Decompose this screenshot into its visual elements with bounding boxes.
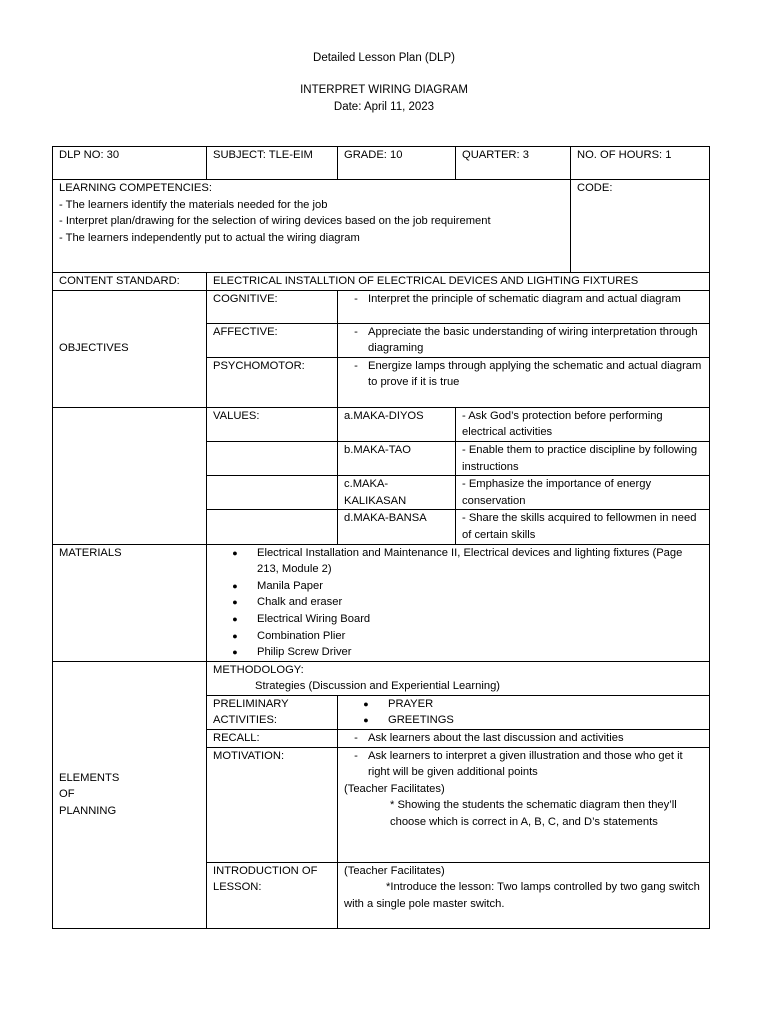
- competency-item: - The learners identify the materials needed for the job: [59, 198, 328, 211]
- list-item: ● Combination Plier: [213, 628, 703, 645]
- list-item: ● Electrical Wiring Board: [213, 611, 703, 628]
- motivation-cell: [338, 747, 710, 862]
- preliminary-list: [344, 696, 703, 729]
- motivation-detail: * Showing the students the schematic diagram then they’ll choose which is correct in A, B, C, and D’s statements: [390, 799, 677, 829]
- recall-label: RECALL:: [207, 730, 338, 748]
- bullet-icon: ●: [363, 698, 369, 709]
- list-item: ● Electrical Installation and Maintenance II, Electrical devices and lighting fixtures (Page 213, Module 2): [213, 545, 703, 578]
- grade: GRADE: 10: [338, 147, 456, 180]
- introduction-cell: [338, 862, 710, 928]
- content-standard-label: CONTENT STANDARD:: [53, 273, 207, 291]
- psychomotor-text: [338, 357, 710, 407]
- affective-description: Appreciate the basic understanding of wiring interpretation through diagraming: [368, 325, 698, 355]
- values-row: [53, 407, 710, 441]
- materials-row: [53, 544, 710, 661]
- list-item: ● Manila Paper: [213, 578, 703, 595]
- value-text: - Enable them to practice discipline by following instructions: [456, 441, 710, 475]
- values-empty: [207, 476, 338, 510]
- competency-item: - The learners independently put to actual the wiring diagram: [59, 231, 360, 244]
- objectives-label: OBJECTIVES: [53, 290, 207, 407]
- dash-marker: -: [354, 325, 358, 338]
- affective-label: AFFECTIVE:: [207, 323, 338, 357]
- bullet-icon: ●: [232, 547, 238, 558]
- quarter: QUARTER: 3: [456, 147, 571, 180]
- recall-text: Ask learners about the last discussion and activities: [368, 732, 624, 745]
- dash-marker: -: [354, 292, 358, 305]
- introduction-label: INTRODUCTION OF LESSON:: [207, 862, 338, 928]
- motivation-label: MOTIVATION:: [207, 747, 338, 862]
- bullet-icon: ●: [232, 630, 238, 641]
- competencies-label: LEARNING COMPETENCIES:: [59, 182, 212, 194]
- value-name: b.MAKA-TAO: [338, 441, 456, 475]
- learning-competencies: [53, 180, 571, 273]
- cognitive-description: Interpret the principle of schematic diagram and actual diagram: [368, 292, 681, 305]
- materials-label: MATERIALS: [53, 544, 207, 661]
- value-text: - Emphasize the importance of energy conservation: [456, 476, 710, 510]
- methodology-label: METHODOLOGY:: [213, 663, 304, 676]
- list-item: ● Chalk and eraser: [213, 594, 703, 611]
- psychomotor-label: PSYCHOMOTOR:: [207, 357, 338, 407]
- dash-marker: -: [354, 749, 358, 762]
- objective-cognitive-row: [53, 290, 710, 323]
- value-text: - Ask God’s protection before performing electrical activities: [456, 407, 710, 441]
- materials-list: [213, 545, 703, 661]
- content-standard-value: ELECTRICAL INSTALLTION OF ELECTRICAL DEVICES AND LIGHTING FIXTURES: [207, 273, 710, 291]
- values-label: VALUES:: [207, 407, 338, 441]
- motivation-note: (Teacher Facilitates): [344, 782, 445, 795]
- values-empty: [207, 510, 338, 544]
- lesson-plan-table: [52, 146, 710, 929]
- list-item: ● PRAYER: [344, 696, 703, 713]
- affective-text: [338, 323, 710, 357]
- hours: NO. OF HOURS: 1: [571, 147, 710, 180]
- content-standard-row: [53, 273, 710, 291]
- values-empty: [207, 441, 338, 475]
- bullet-icon: ●: [232, 580, 238, 591]
- bullet-icon: ●: [232, 647, 238, 658]
- competency-item: - Interpret plan/drawing for the selection of wiring devices based on the job requirement: [59, 215, 491, 228]
- methodology-row: [53, 661, 710, 695]
- recall-cell: [338, 730, 710, 748]
- materials-list-cell: [207, 544, 710, 661]
- info-row: [53, 147, 710, 180]
- methodology-cell: [207, 661, 710, 695]
- list-item: ● GREETINGS: [344, 712, 703, 729]
- value-text: - Share the skills acquired to fellowmen in need of certain skills: [456, 510, 710, 544]
- subject: SUBJECT: TLE-EIM: [207, 147, 338, 180]
- value-name: d.MAKA-BANSA: [338, 510, 456, 544]
- competencies-row: [53, 180, 710, 273]
- psychomotor-description: Energize lamps through applying the schematic and actual diagram to prove if it is true: [368, 359, 702, 389]
- document-topic: INTERPRET WIRING DIAGRAM: [300, 84, 468, 96]
- values-spacer: [53, 407, 207, 544]
- document-date: Date: April 11, 2023: [333, 101, 435, 113]
- motivation-text: Ask learners to interpret a given illustration and those who get it right will be given additional points: [368, 749, 683, 779]
- code-cell: CODE:: [571, 180, 710, 273]
- preliminary-list-cell: [338, 695, 710, 729]
- methodology-text: Strategies (Discussion and Experiential Learning): [255, 680, 501, 693]
- elements-of-planning-label: ELEMENTS OF PLANNING: [53, 661, 207, 928]
- cognitive-text: [338, 290, 710, 323]
- dlp-number: DLP NO: 30: [53, 147, 207, 180]
- introduction-text: *Introduce the lesson: Two lamps controlled by two gang switch with a single pole master switch.: [344, 881, 700, 910]
- bullet-icon: ●: [232, 613, 238, 624]
- value-name: a.MAKA-DIYOS: [338, 407, 456, 441]
- list-item: ● Philip Screw Driver: [213, 644, 703, 661]
- cognitive-label: COGNITIVE:: [207, 290, 338, 323]
- dash-marker: -: [354, 359, 358, 372]
- bullet-icon: ●: [232, 597, 238, 608]
- introduction-note: (Teacher Facilitates): [344, 864, 445, 877]
- bullet-icon: ●: [363, 715, 369, 726]
- value-name: c.MAKA-KALIKASAN: [338, 476, 456, 510]
- dash-marker: -: [354, 732, 358, 745]
- document-title: Detailed Lesson Plan (DLP): [313, 52, 455, 64]
- preliminary-label: PRELIMINARY ACTIVITIES:: [207, 695, 338, 729]
